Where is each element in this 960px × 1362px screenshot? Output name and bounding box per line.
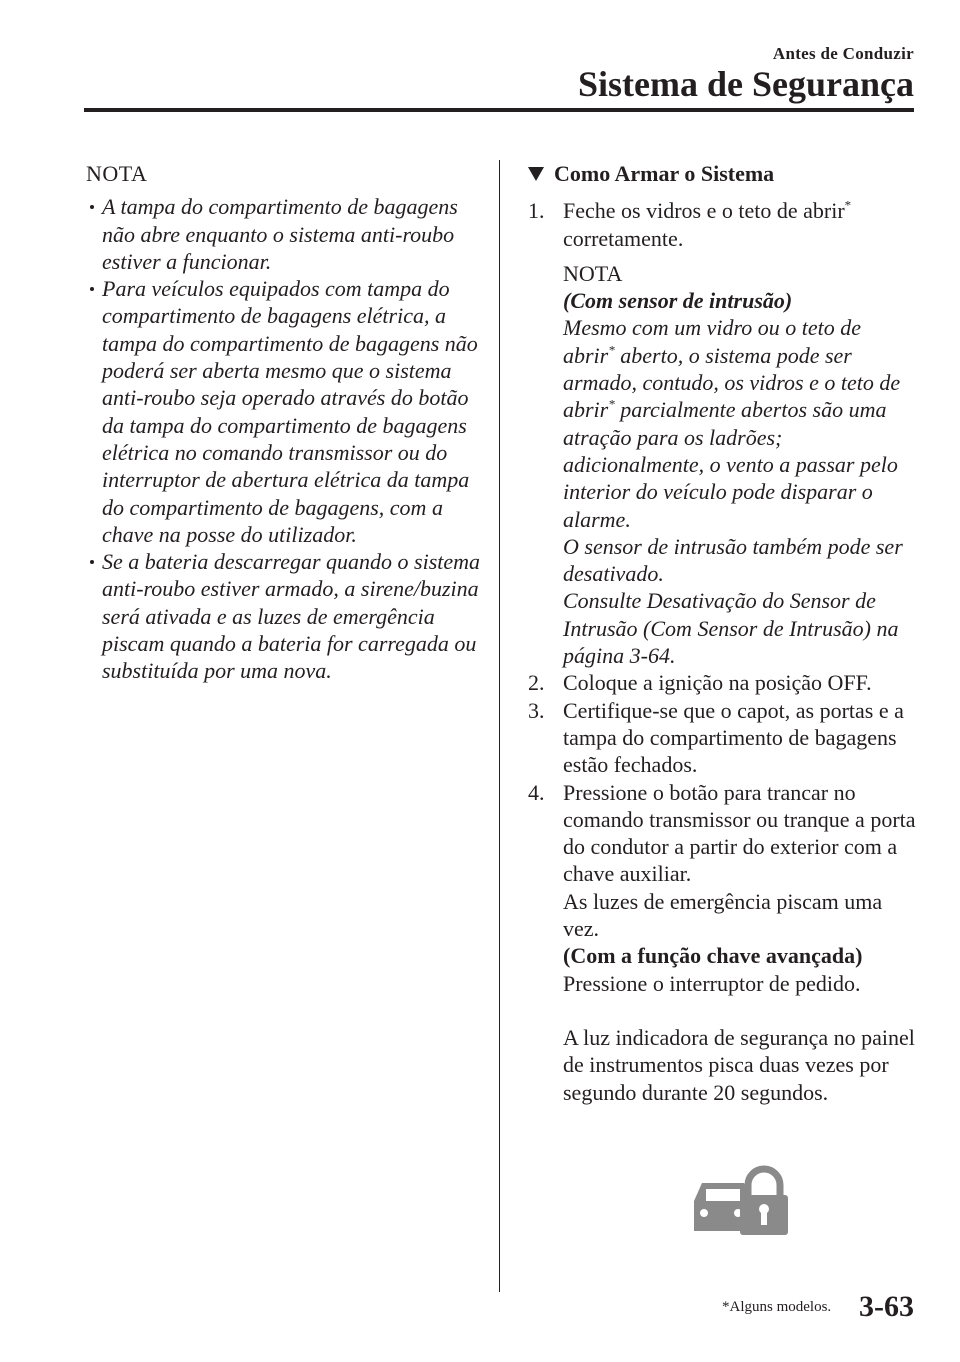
step-3 <box>528 697 918 779</box>
advanced-key-heading: (Com a função chave avançada) <box>563 943 863 969</box>
step-text: As luzes de emergência piscam uma vez. <box>563 888 883 942</box>
nota-bullet: Para veículos equipados com tampa do compartimento de bagagens elétrica, a tampa do compartimento de bagagens não poderá ser aberta mesmo que o sistema anti-roubo seja operado através do botão da tampa do compartimento de bagagens elétrica no comando transmissor ou do interruptor de abertura elétrica da tampa do compartimento de bagagens, com a chave na posse do utilizador. <box>86 275 481 548</box>
step-text: Pressione o botão para trancar no comando transmissor ou tranque a porta do condutor a partir do exterior com a chave auxiliar. <box>563 779 916 887</box>
section-heading-text: Como Armar o Sistema <box>554 161 775 186</box>
step-number: 3. <box>528 697 545 723</box>
step-text: corretamente. <box>563 225 684 251</box>
step-number: 2. <box>528 670 545 696</box>
column-divider <box>499 160 500 1292</box>
car-window-shape <box>706 1189 740 1201</box>
note-text: Mesmo com um vidro ou o teto de abrir* aberto, o sistema pode ser armado, contudo, os vidros e o teto de abrir* parcialmente abertos são uma atração para os ladrões; adicionalmente, o vento a passar pelo interior do veículo pode disparar o alarme. <box>563 315 901 532</box>
note-reference: Consulte Desativação do Sensor de Intrusão (Com Sensor de Intrusão) na página 3-64. <box>563 588 899 669</box>
step-text: A luz indicadora de segurança no painel de instrumentos pisca duas vezes por segundo durante 20 segundos. <box>563 1024 915 1105</box>
car-padlock-icon <box>688 1165 788 1237</box>
asterisk-marker: * <box>608 397 615 413</box>
nota-label: NOTA <box>563 260 623 286</box>
step-text: Pressione o interruptor de pedido. <box>563 970 861 996</box>
keyhole-stem <box>761 1211 767 1225</box>
asterisk-marker: * <box>608 342 615 358</box>
page-title: Sistema de Segurança <box>578 64 914 104</box>
right-column <box>528 160 918 1106</box>
nota-bullet: A tampa do compartimento de bagagens não abre enquanto o sistema anti-roubo estiver a funcionar. <box>86 193 481 275</box>
step-1 <box>528 197 918 669</box>
section-heading <box>528 160 918 187</box>
note-heading: (Com sensor de intrusão) <box>563 288 793 314</box>
triangle-down-icon <box>528 167 544 181</box>
car-light-left <box>700 1209 708 1217</box>
step-text: Certifique-se que o capot, as portas e a tampa do compartimento de bagagens estão fechados. <box>563 697 904 778</box>
left-column <box>86 160 481 685</box>
step-4 <box>528 779 918 1106</box>
nota-label: NOTA <box>86 161 148 186</box>
step-text: Feche os vidros e o teto de abrir <box>563 198 845 224</box>
step-note <box>563 260 918 669</box>
asterisk-marker: * <box>844 197 852 213</box>
step-text: Coloque a ignição na posição OFF. <box>563 670 872 696</box>
padlock-shackle <box>748 1169 780 1197</box>
header-chapter: Antes de Conduzir <box>772 44 914 63</box>
header-rule <box>84 108 914 112</box>
note-text: O sensor de intrusão também pode ser desativado. <box>563 533 903 587</box>
page-number: 3-63 <box>859 1290 914 1323</box>
nota-bullet: Se a bateria descarregar quando o sistema anti-roubo estiver armado, a sirene/buzina será ativada e as luzes de emergência piscam quando a bateria for carregada ou substituída por uma nova. <box>86 548 481 684</box>
step-number: 1. <box>528 198 545 224</box>
step-2 <box>528 669 918 696</box>
footnote: *Alguns modelos. <box>722 1299 832 1315</box>
step-number: 4. <box>528 779 545 805</box>
